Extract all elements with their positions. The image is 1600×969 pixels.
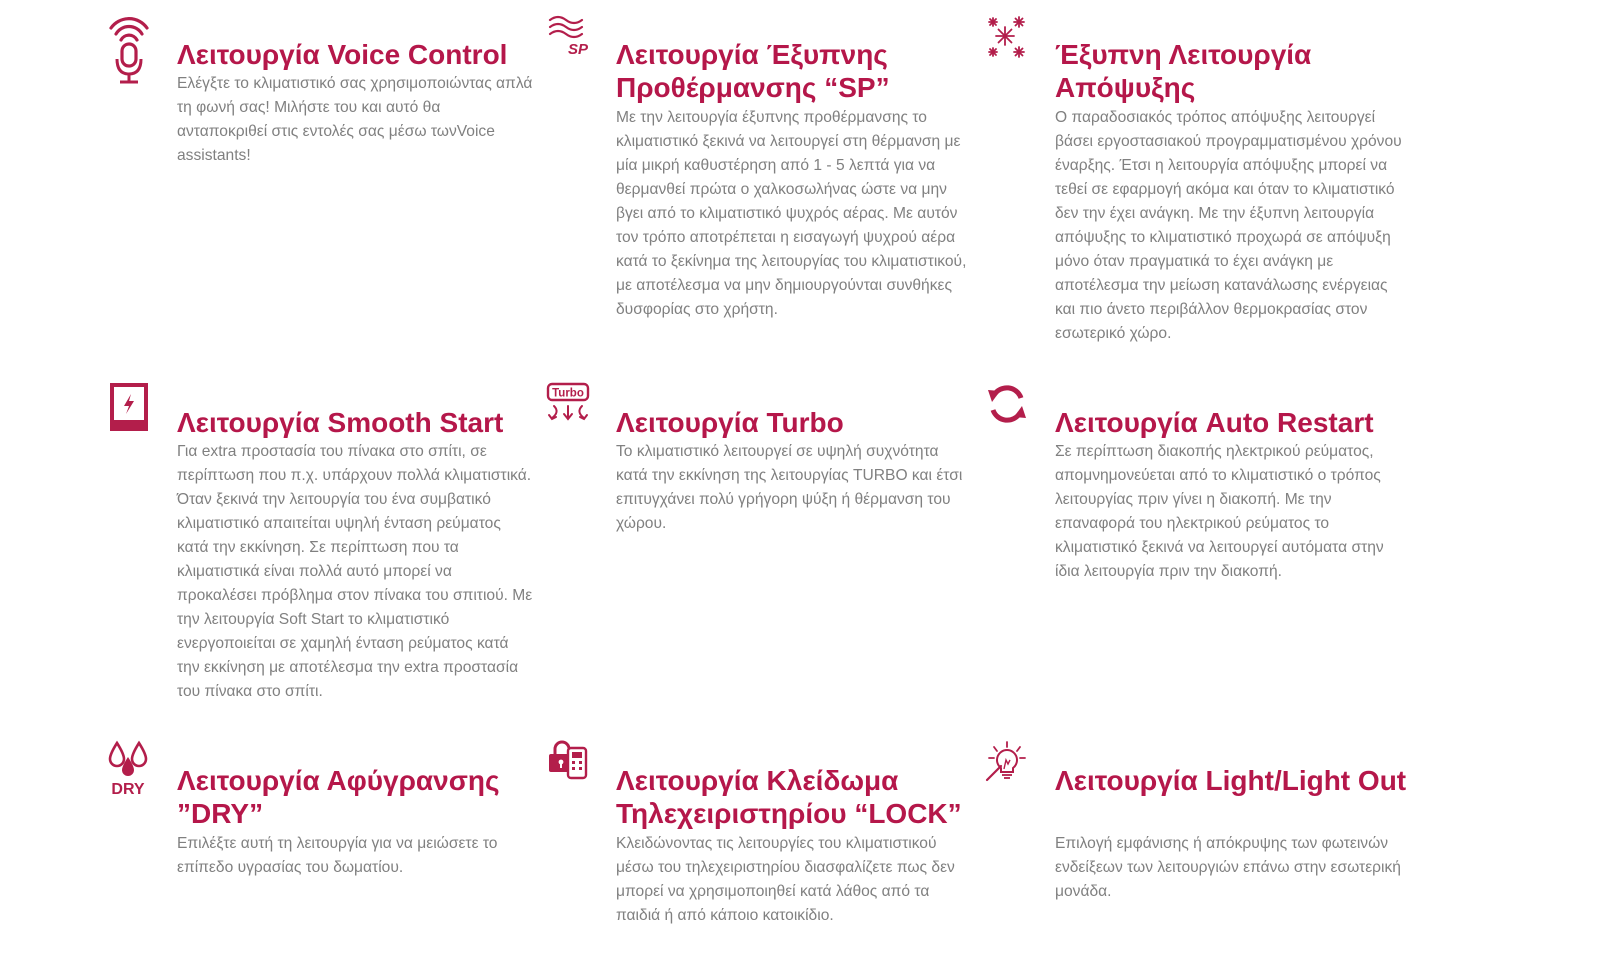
voice-control-icon (107, 14, 151, 68)
feature-title: Λειτουργία Light/Light Out (1055, 765, 1407, 796)
feature-title: Λειτουργία Κλείδωμα Τηλεχειριστηρίου “LOCK” (616, 765, 962, 829)
feature-description: Σε περίπτωση διακοπής ηλεκτρικού ρεύματος, απομνημονεύεται από το κλιματιστικό ο τρόπος λειτουργίας πριν γίνει η διακοπή. Με την επαναφορά του ηλεκτρικού ρεύματος το κλιματιστικό ξεκινά να λειτουργεί αυτόματα στην ίδια λειτουργία πριν την διακοπή. (1055, 443, 1384, 580)
light-bulb-icon (985, 740, 1029, 794)
remote-lock-icon (546, 740, 590, 794)
feature-title: Λειτουργία Voice Control (177, 39, 508, 70)
turbo-icon (546, 382, 590, 436)
feature-title: Έξυπνη Λειτουργία Απόψυξης (1055, 39, 1312, 103)
feature-title: Λειτουργία Έξυπνης Προθέρμανσης “SP” (616, 39, 890, 103)
dry-drops-icon (107, 740, 151, 798)
svg-text:DRY: DRY (111, 781, 145, 798)
svg-text:SP: SP (568, 41, 589, 58)
feature-description: Με την λειτουργία έξυπνης προθέρμανσης το κλιματιστικό ξεκινά να λειτουργεί στη θέρμανση με μία μικρή καθυστέρηση από 1 - 5 λεπτά για να θερμανθεί πρώτα ο χαλκοσωλήνας ώστε να μην βγει από το κλιματιστικό ψυχρός αέρας. Με αυτόν τον τρόπο αποτρέπεται η εισαγωγή ψυχρού αέρα κατά το ξεκίνημα της λειτουργίας του κλιματιστικού, με αποτέλεσμα να μην δημιουργούνται συνθήκες δυσφορίας στο χρήστη. (616, 109, 967, 318)
auto-restart-icon (985, 382, 1029, 436)
sp-preheat-icon (546, 14, 590, 68)
feature-title: Λειτουργία Turbo (616, 407, 844, 438)
feature-description: Επιλέξτε αυτή τη λειτουργία για να μειώσετε το επίπεδο υγρασίας του δωματίου. (177, 835, 498, 876)
feature-title: Λειτουργία Auto Restart (1055, 407, 1374, 438)
feature-description: Επιλογή εμφάνισης ή απόκρυψης των φωτεινών ενδείξεων των λειτουργιών επάνω στην εσωτερική μονάδα. (1055, 835, 1401, 900)
snowflakes-defrost-icon (985, 14, 1029, 68)
smooth-start-panel-icon (107, 382, 151, 436)
feature-description: Ελέγξτε το κλιματιστικό σας χρησιμοποιώντας απλά τη φωνή σας! Μιλήστε του και αυτό θα ανταποκριθεί στις εντολές σας μέσω τωνVoice assistants! (177, 75, 533, 164)
feature-description: Κλειδώνοντας τις λειτουργίες του κλιματιστικού μέσω του τηλεχειριστηρίου διασφαλίζετε πως δεν μπορεί να χρησιμοποιηθεί κατά λάθος από τα παιδιά ή από κάποιο κατοικίδιο. (616, 835, 955, 924)
feature-title: Λειτουργία Smooth Start (177, 407, 504, 438)
feature-description: Ο παραδοσιακός τρόπος απόψυξης λειτουργεί βάσει εργοστασιακού προγραμματισμένου χρόνου έναρξης. Έτσι η λειτουργία απόψυξης μπορεί να τεθεί σε εφαρμογή ακόμα και όταν το κλιματιστικό δεν την έχει ανάγκη. Με την έξυπνη λειτουργία απόψυξης το κλιματιστικό προχωρά σε απόψυξη μόνο όταν πραγματικά το έχει ανάγκη με αποτέλεσμα την μείωση κατανάλωσης ενέργειας και πιο άνετο περιβάλλον θερμοκρασίας στον εσωτερικό χώρο. (1055, 109, 1402, 342)
feature-description: Για extra προστασία του πίνακα στο σπίτι, σε περίπτωση που π.χ. υπάρχουν πολλά κλιματιστικά. Όταν ξεκινά την λειτουργία του ένα συμβατικό κλιματιστικό απαιτείται υψηλή ένταση ρεύματος κατά την εκκίνηση. Σε περίπτωση που τα κλιματιστικά είναι πολλά αυτό μπορεί να προκαλέσει πρόβλημα στον πίνακα του σπιτιού. Με την λειτουργία Soft Start το κλιματιστικό ενεργοποιείται σε χαμηλή ένταση ρεύματος κατά την εκκίνηση με αποτέλεσμα την extra προστασία του πίνακα στο σπίτι. (177, 443, 533, 700)
feature-title: Λειτουργία Αφύγρανσης ”DRY” (177, 765, 500, 829)
svg-text:Turbo: Turbo (552, 387, 584, 400)
feature-description: Το κλιματιστικό λειτουργεί σε υψηλή συχνότητα κατά την εκκίνηση της λειτουργίας TURBO και έτσι επιτυγχάνει πολύ γρήγορη ψύξη ή θέρμανση του χώρου. (616, 443, 963, 532)
